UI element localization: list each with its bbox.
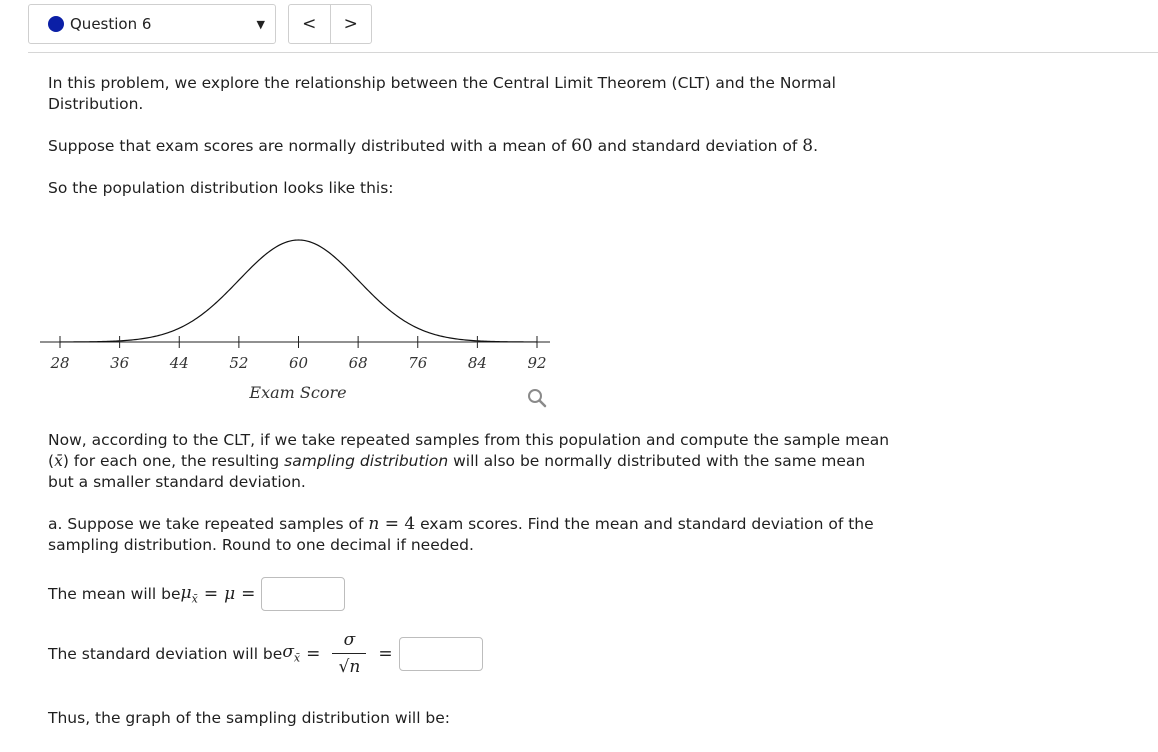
x-axis-label: Exam Score bbox=[249, 383, 347, 402]
question-nav-bar bbox=[0, 0, 1158, 53]
sd-label: The standard deviation will be bbox=[48, 644, 283, 663]
x-axis-ticks bbox=[49, 336, 546, 372]
mean-answer-row bbox=[48, 577, 345, 611]
part-a-text-post: exam scores. Find the mean and standard deviation of the bbox=[415, 515, 874, 533]
question-selector[interactable] bbox=[28, 4, 276, 44]
x-tick-label: 68 bbox=[348, 354, 368, 372]
clt-open-paren: ( bbox=[48, 452, 55, 470]
part-a-text-pre: a. Suppose we take repeated samples of bbox=[48, 515, 369, 533]
x-tick-label: 84 bbox=[467, 354, 487, 372]
sd-value: 8 bbox=[802, 136, 814, 156]
next-question-button[interactable]: > bbox=[330, 5, 372, 43]
sd-equals-1: = bbox=[306, 643, 321, 664]
xbar-symbol: x̄ bbox=[54, 452, 63, 470]
part-a-paragraph bbox=[48, 514, 874, 556]
suppose-text-mid: and standard deviation of bbox=[592, 137, 803, 155]
magnify-icon[interactable] bbox=[526, 387, 548, 411]
n-equals: = bbox=[379, 514, 405, 534]
sigma-xbar-symbol: $\sigma_{x̄}$ bbox=[282, 642, 301, 665]
prev-question-button[interactable]: < bbox=[302, 14, 317, 34]
clt-line-2-pre: ) for each one, the resulting bbox=[62, 452, 285, 470]
mu-symbol: μ bbox=[224, 584, 236, 604]
fraction-bar bbox=[332, 653, 366, 654]
sd-answer-row bbox=[48, 630, 483, 677]
mean-value: 60 bbox=[571, 136, 593, 156]
population-distribution-chart bbox=[40, 225, 560, 410]
x-tick-label: 44 bbox=[169, 354, 189, 372]
x-tick-label: 52 bbox=[229, 354, 249, 372]
n-symbol: n bbox=[368, 514, 380, 534]
x-tick-label: 36 bbox=[110, 354, 130, 372]
clt-line-3: but a smaller standard deviation. bbox=[48, 473, 306, 491]
fraction-denominator: √n bbox=[338, 657, 361, 677]
x-tick-label: 28 bbox=[50, 354, 70, 372]
x-tick-label: 76 bbox=[408, 354, 428, 372]
fraction-numerator: σ bbox=[343, 630, 356, 650]
sampling-distribution-term: sampling distribution bbox=[284, 452, 449, 470]
mean-equals-1: = bbox=[203, 584, 219, 604]
part-a-line-2: sampling distribution. Round to one decimal if needed. bbox=[48, 536, 474, 554]
normal-curve bbox=[60, 240, 537, 342]
question-status-dot bbox=[48, 16, 64, 32]
sd-equals-2: = bbox=[378, 643, 393, 664]
sigma-over-sqrt-n bbox=[332, 630, 366, 677]
suppose-text-post: . bbox=[813, 137, 819, 155]
n-value: 4 bbox=[404, 514, 416, 534]
intro-line-2: Distribution. bbox=[48, 95, 144, 113]
suppose-text-pre: Suppose that exam scores are normally distributed with a mean of bbox=[48, 137, 572, 155]
x-tick-label: 60 bbox=[288, 354, 309, 372]
clt-line-2-post: will also be normally distributed with the same mean bbox=[448, 452, 866, 470]
thus-line: Thus, the graph of the sampling distribution will be: bbox=[48, 709, 451, 727]
question-pager bbox=[288, 4, 372, 44]
clt-line-2 bbox=[48, 451, 889, 472]
suppose-paragraph bbox=[48, 136, 818, 157]
population-line: So the population distribution looks like this: bbox=[48, 179, 394, 197]
question-label: Question 6 bbox=[70, 15, 152, 33]
clt-line-1: Now, according to the CLT, if we take repeated samples from this population and compute the sample mean bbox=[48, 431, 890, 449]
mean-equals-2: = bbox=[241, 584, 256, 604]
intro-paragraph bbox=[48, 73, 836, 115]
x-tick-label: 92 bbox=[527, 354, 547, 372]
mean-answer-input[interactable] bbox=[261, 577, 345, 611]
sd-answer-input[interactable] bbox=[399, 637, 483, 671]
part-a-line-1 bbox=[48, 514, 874, 535]
intro-line-1: In this problem, we explore the relationship between the Central Limit Theorem (CLT) and the Normal bbox=[48, 74, 836, 92]
header-divider bbox=[28, 52, 1158, 53]
chevron-down-icon: ▼ bbox=[256, 18, 265, 31]
clt-paragraph bbox=[48, 430, 889, 493]
mean-label: The mean will be bbox=[48, 585, 181, 603]
mu-xbar-symbol: $\mu_{x̄}$ bbox=[180, 582, 198, 606]
